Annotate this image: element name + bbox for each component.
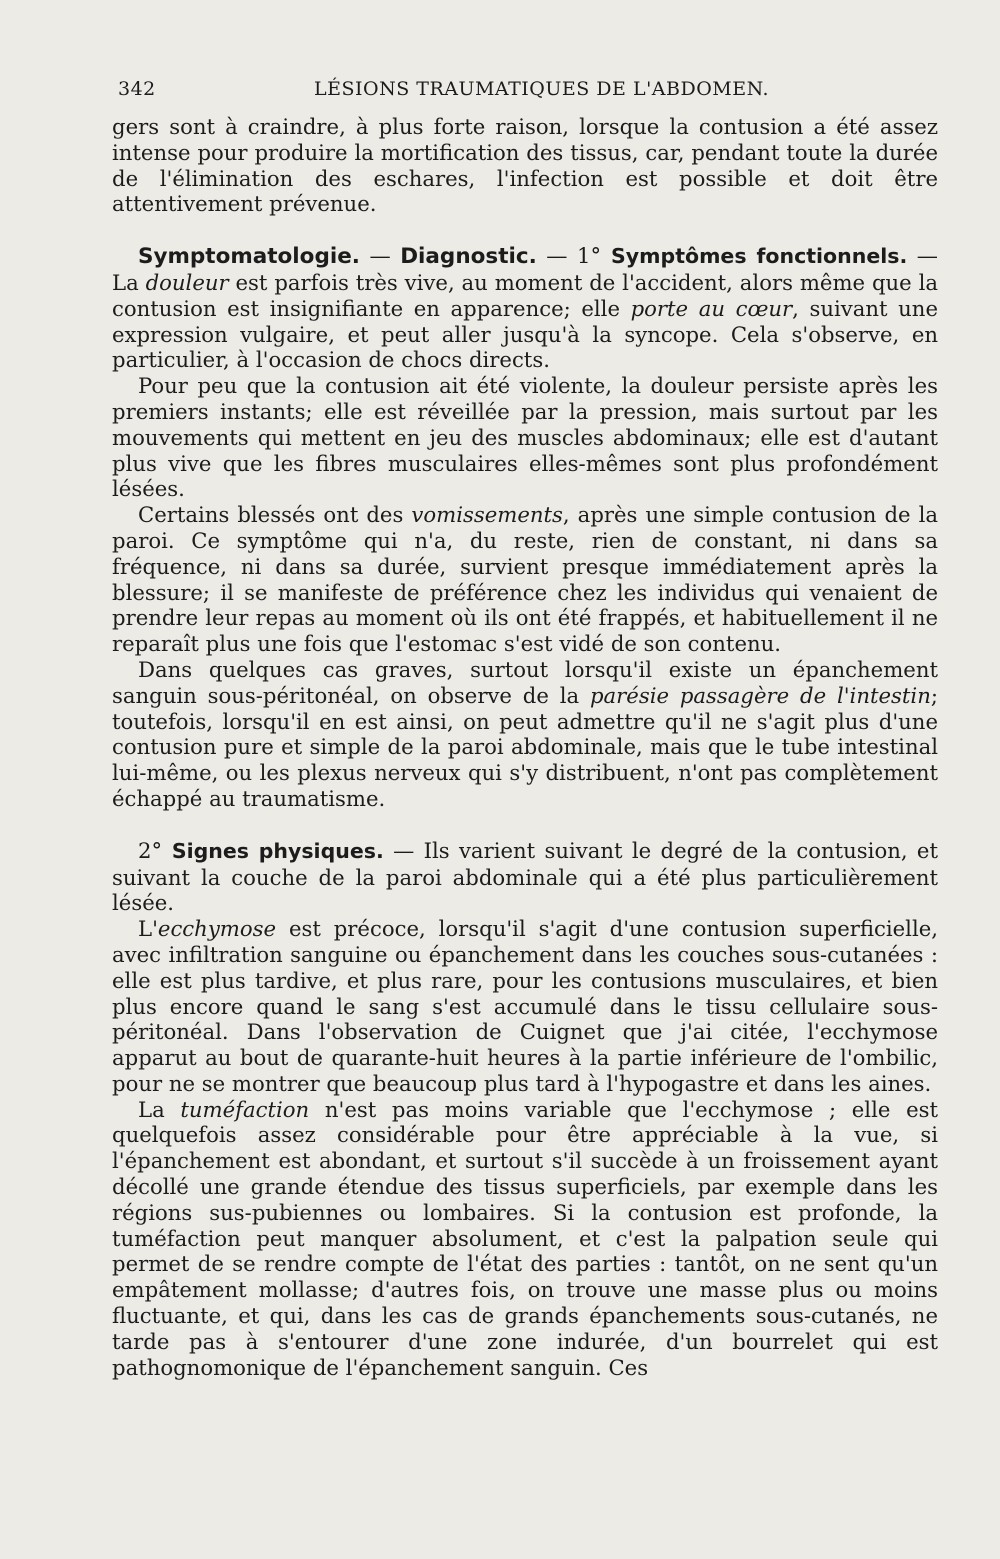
body-text [112,114,938,1380]
heading-symptomatologie: Symptomatologie. [138,244,360,270]
italic-term-ecchymose: ecchymose [157,916,277,942]
paragraph-cas-graves [112,657,938,812]
dash: — [907,243,938,269]
text-run: , après une simple contusion de la paroi. Ce symptôme qui n'a, du reste, rien de constant, ni dans sa fréquence, ni dans sa durée, survient presque immédiatement après la blessure; il se manifeste de préférence chez les individus qui venaient de prendre leur repas au moment où ils ont été frappés, et habituellement il ne reparaît plus une fois que l'estomac s'est vidé de son contenu. [112,502,938,657]
dash: — [536,243,578,269]
page-header [118,78,938,106]
text-run: L' [138,916,158,942]
text-run: Ils varient suivant le degré de la contusion, et suivant la couche de la paroi abdominale qui a été plus particulièrement lésée. [112,837,938,916]
italic-term-douleur: douleur [145,269,229,295]
running-title: LÉSIONS TRAUMATIQUES DE L'ABDOMEN. [314,78,770,100]
text-run: Dans quelques cas graves, surtout lorsqu'il existe un épanchement sanguin sous-péritonéal, on observe de la [112,656,938,708]
text-run: Certains blessés ont des [138,502,412,528]
italic-term-tumefaction: tuméfaction [180,1096,310,1122]
paragraph-tumefaction [112,1097,938,1381]
text-run: est parfois très vive, au moment de l'accident, alors même que la contusion est insignifiante en apparence; elle [112,269,938,321]
italic-phrase-porte-au-coeur: porte au cœur [630,295,793,321]
italic-term-vomissements: vomissements [411,502,563,528]
paragraph-douleur-persiste: Pour peu que la contusion ait été violente, la douleur persiste après les premiers instants; elle est réveillée par la pression, mais surtout par les mouvements qui mettent en jeu des muscles abdominaux; elle est d'autant plus vive que les fibres musculaires elles-mêmes sont plus profondément lésées. [112,373,938,502]
text-run: n'est pas moins variable que l'ecchymose ; elle est quelquefois assez considérable pour être appréciable à la vue, si l'épanchement est abondant, et surtout s'il succède à un froissement ayant décollé une grande étendue des tissus superficiels, par exemple dans les régions sus-pubiennes ou lombaires. Si la contusion est profonde, la tuméfaction peut manquer absolument, et c'est la palpation seule qui permet de se rendre compte de l'état des parties : tantôt, on ne sent qu'un empâtement mollasse; d'autres fois, on trouve une masse plus ou moins fluctuante, et qui, dans les cas de grands épanchements sous-cutanés, ne tarde pas à s'entourer d'une zone indurée, d'un bourrelet qui est pathognomonique de l'épanchement sanguin. Ces [112,1096,938,1380]
text-run: ; toutefois, lorsqu'il en est ainsi, on peut admettre qu'il ne s'agit plus d'une contusion pure et simple de la paroi abdominale, mais que le tube intestinal lui-même, ou les plexus nerveux qui s'y distribuent, n'ont pas complètement échappé au traumatisme. [112,682,938,811]
paragraph-ecchymose [112,916,938,1097]
heading-symptomes-fonctionnels: Symptômes fonctionnels. [601,244,908,269]
text-run: , suivant une expression vulgaire, et peut aller jusqu'à la syncope. Cela s'observe, en particulier, à l'occasion de chocs directs. [112,295,938,373]
text-run: est précoce, lorsqu'il s'agit d'une contusion superficielle, avec infiltration sanguine ou épanchement dans les couches sous-cutanées : elle est plus tardive, et plus rare, pour les contusions musculaires, et bien plus encore quand le sang s'est accumulé dans le tissu cellulaire sous-péritonéal. Dans l'observation de Cuignet que j'ai citée, l'ecchymose apparut au bout de quarante-huit heures à la partie inférieure de l'ombilic, pour ne se montrer que beaucoup plus tard à l'hypogastre et dans les aines. [112,916,938,1096]
section-number: 2° [138,837,163,863]
dash: — [383,837,424,863]
section-signes-physiques [112,838,938,916]
section-symptomatologie [112,243,938,373]
dash: — [359,243,401,269]
section-number: 1° [577,243,602,269]
text-run: La [112,269,146,295]
paragraph-continuation: gers sont à craindre, à plus forte raison, lorsque la contusion a été assez intense pour produire la mortification des tissus, car, pendant toute la durée de l'élimination des eschares, l'infection est possible et doit être attentivement prévenue. [112,114,938,217]
heading-signes-physiques: Signes physiques. [162,838,384,863]
heading-diagnostic: Diagnostic. [400,244,537,270]
page-number: 342 [118,78,156,100]
paragraph-vomissements [112,502,938,657]
italic-phrase-paresie: parésie passagère de l'intestin [589,682,931,708]
text-run: La [138,1096,181,1122]
